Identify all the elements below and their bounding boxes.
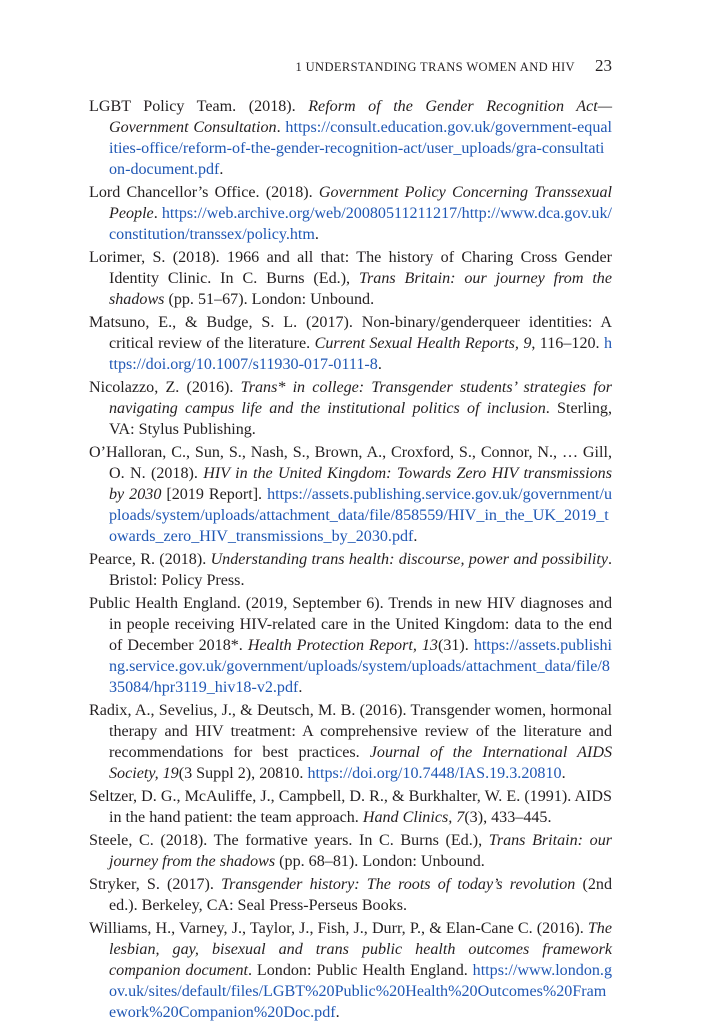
chapter-title: 1 UNDERSTANDING TRANS WOMEN AND HIV <box>295 60 575 74</box>
ref-title: Transgender history: The roots of today’s revolution <box>221 876 576 893</box>
ref-title: Trans Britain: our journey from the shadows <box>109 832 613 870</box>
reference-entry <box>89 918 612 1023</box>
ref-link[interactable]: https://doi.org/10.1007/s11930-017-0111-8 <box>109 335 613 373</box>
ref-text: . Sterling, VA: Stylus Publishing. <box>109 400 613 438</box>
ref-text: . <box>314 226 319 243</box>
ref-text: . <box>298 679 303 696</box>
page-number: 23 <box>595 56 612 75</box>
reference-entry <box>89 96 612 180</box>
ref-text: (2nd ed.). Berkeley, CA: Seal Press-Perseus Books. <box>109 876 612 914</box>
ref-link[interactable]: https://assets.publishing.service.gov.uk/government/uploads/system/uploads/attachment_data/file/858559/HIV_in_the_UK_2019_towards_zero_HIV_transmissions_by_2030.pdf <box>109 486 612 545</box>
reference-entry <box>89 182 612 245</box>
ref-text: . London: Public Health England. <box>247 962 473 979</box>
ref-text: Lord Chancellor’s Office. (2018). <box>89 184 319 201</box>
reference-list <box>89 96 612 1025</box>
ref-text: O’Halloran, C., Sun, S., Nash, S., Brown, A., Croxford, S., Connor, N., … Gill, O. N. (2018). <box>89 444 612 482</box>
running-head <box>89 56 612 80</box>
ref-text: Matsuno, E., & Budge, S. L. (2017). Non-binary/genderqueer identities: A critical review of the literature. <box>89 314 612 352</box>
ref-link[interactable]: https://doi.org/10.7448/IAS.19.3.20810 <box>307 765 562 782</box>
ref-link[interactable]: https://assets.publishing.service.gov.uk/government/uploads/system/uploads/attachment_data/file/835084/hpr3119_hiv18-v2.pdf <box>109 637 612 696</box>
ref-title: HIV in the United Kingdom: Towards Zero HIV transmissions by 2030 <box>109 465 612 503</box>
ref-text: Nicolazzo, Z. (2016). <box>89 379 241 396</box>
ref-title: Understanding trans health: discourse, power and possibility <box>210 551 608 568</box>
ref-title: Trans Britain: our journey from the shadows <box>109 270 612 308</box>
ref-title: Hand Clinics, 7 <box>362 809 465 826</box>
ref-text: , 116–120. <box>531 335 604 352</box>
ref-title: Trans* in college: Transgender students’ strategies for navigating campus life and the institutional politics of inclusion <box>109 379 613 417</box>
ref-text: Williams, H., Varney, J., Taylor, J., Fish, J., Durr, P., & Elan-Cane C. (2016). <box>89 920 588 937</box>
reference-entry <box>89 786 612 828</box>
ref-text: Public Health England. (2019, September 6). Trends in new HIV diagnoses and in people receiving HIV-related care in the United Kingdom: data to the end of December 2018*. <box>89 595 612 654</box>
reference-entry <box>89 442 612 547</box>
ref-text: Seltzer, D. G., McAuliffe, J., Campbell, D. R., & Burkhalter, W. E. (1991). AIDS in the hand patient: the team approach. <box>89 788 612 826</box>
ref-title: Current Sexual Health Reports, 9 <box>314 335 532 352</box>
ref-text: . <box>413 528 418 545</box>
ref-title: Journal of the International AIDS Society, 19 <box>109 744 612 782</box>
reference-entry <box>89 377 612 440</box>
reference-entry <box>89 247 612 310</box>
reference-entry <box>89 830 612 872</box>
ref-text: . <box>377 356 382 373</box>
ref-text: Lorimer, S. (2018). 1966 and all that: The history of Charing Cross Gender Identity Clinic. In C. Burns (Ed.), <box>89 249 612 287</box>
ref-text: . Bristol: Policy Press. <box>109 551 612 589</box>
ref-text: [2019 Report]. <box>161 486 268 503</box>
ref-text: . <box>335 1004 340 1021</box>
ref-text: . <box>219 161 224 178</box>
ref-text: (pp. 68–81). London: Unbound. <box>275 853 485 870</box>
reference-entry <box>89 700 612 784</box>
ref-title: Health Protection Report, 13 <box>247 637 438 654</box>
ref-link[interactable]: https://web.archive.org/web/20080511211217/http://www.dca.gov.uk/constitution/transsex/policy.htm <box>109 205 612 243</box>
reference-entry <box>89 312 612 375</box>
ref-text: . <box>561 765 566 782</box>
ref-title: Reform of the Gender Recognition Act—Government Consultation <box>109 98 613 136</box>
ref-text: . <box>153 205 162 222</box>
ref-text: Steele, C. (2018). The formative years. In C. Burns (Ed.), <box>89 832 489 849</box>
ref-text: (31). <box>437 637 474 654</box>
ref-text: (pp. 51–67). London: Unbound. <box>164 291 375 308</box>
reference-entry <box>89 593 612 698</box>
ref-text: Stryker, S. (2017). <box>89 876 222 893</box>
ref-text: Radix, A., Sevelius, J., & Deutsch, M. B. (2016). Transgender women, hormonal therapy and HIV treatment: A comprehensive review of the literature and recommendations for best practices. <box>89 702 612 761</box>
ref-text: . <box>276 119 286 136</box>
reference-entry <box>89 874 612 916</box>
ref-title: Government Policy Concerning Transsexual People <box>109 184 613 222</box>
ref-text: Pearce, R. (2018). <box>89 551 211 568</box>
ref-text: (3 Suppl 2), 20810. <box>178 765 308 782</box>
reference-entry <box>89 549 612 591</box>
ref-link[interactable]: https://consult.education.gov.uk/government-equalities-office/reform-of-the-gender-recognition-act/user_uploads/gra-consultation-document.pdf <box>109 119 612 178</box>
ref-text: LGBT Policy Team. (2018). <box>89 98 309 115</box>
ref-title: The lesbian, gay, bisexual and trans public health outcomes framework companion document <box>109 920 612 979</box>
ref-link[interactable]: https://www.london.gov.uk/sites/default/files/LGBT%20Public%20Health%20Outcomes%20Framework%20Companion%20Doc.pdf <box>109 962 612 1021</box>
ref-text: (3), 433–445. <box>464 809 552 826</box>
